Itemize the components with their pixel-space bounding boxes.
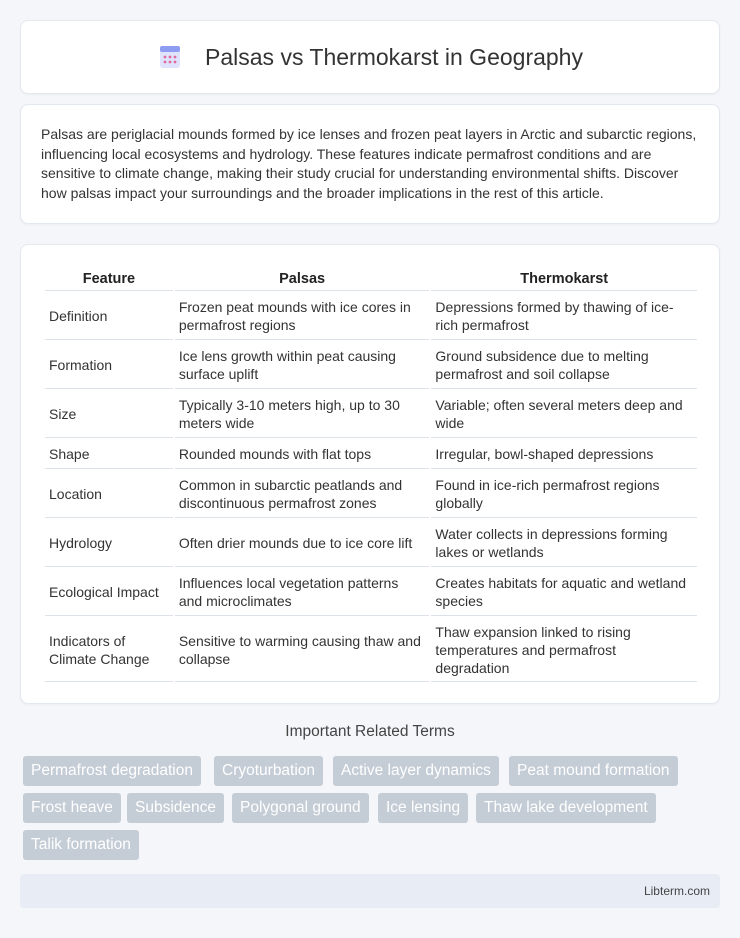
table-cell-palsas: Common in subarctic peatlands and discontinuous permafrost zones <box>175 471 430 518</box>
tag-polygonal-ground[interactable]: Polygonal ground <box>232 793 369 823</box>
table-cell-feature: Formation <box>45 342 173 389</box>
table-cell-feature: Ecological Impact <box>45 569 173 616</box>
table-cell-feature: Location <box>45 471 173 518</box>
table-cell-palsas: Frozen peat mounds with ice cores in permafrost regions <box>175 293 430 340</box>
table-cell-palsas: Typically 3-10 meters high, up to 30 meters wide <box>175 391 430 438</box>
table-cell-feature: Hydrology <box>45 520 173 567</box>
tag-talik-formation[interactable]: Talik formation <box>23 830 139 860</box>
page-title: Palsas vs Thermokarst in Geography <box>205 43 583 70</box>
table-cell-thermokarst: Depressions formed by thawing of ice-rich permafrost <box>431 293 697 340</box>
comparison-table <box>43 265 699 684</box>
related-terms-heading: Important Related Terms <box>285 723 455 740</box>
intro-text: Palsas are periglacial mounds formed by ice lenses and frozen peat layers in Arctic and subarctic regions, influencing local ecosystems and hydrology. These features indicate permafrost conditions and are sensitive to climate change, making their study crucial for understanding environmental shifts. Discover how palsas impact your surroundings and the broader implications in the rest of this article. <box>41 126 697 201</box>
table-row <box>45 440 697 469</box>
table-cell-palsas: Sensitive to warming causing thaw and collapse <box>175 618 430 682</box>
tag-peat-mound-formation[interactable]: Peat mound formation <box>509 756 678 786</box>
table-cell-palsas: Rounded mounds with flat tops <box>175 440 430 469</box>
table-row <box>45 391 697 438</box>
table-row <box>45 520 697 567</box>
table-cell-feature: Shape <box>45 440 173 469</box>
table-cell-feature: Definition <box>45 293 173 340</box>
table-cell-thermokarst: Creates habitats for aquatic and wetland species <box>431 569 697 616</box>
table-cell-palsas: Ice lens growth within peat causing surface uplift <box>175 342 430 389</box>
tag-active-layer-dynamics[interactable]: Active layer dynamics <box>333 756 499 786</box>
table-row <box>45 293 697 340</box>
table-cell-thermokarst: Ground subsidence due to melting permafrost and soil collapse <box>431 342 697 389</box>
header-card <box>20 20 720 94</box>
table-header-row <box>45 267 697 291</box>
footer <box>20 874 720 908</box>
document-icon <box>157 44 183 70</box>
table-row <box>45 471 697 518</box>
tag-ice-lensing[interactable]: Ice lensing <box>378 793 468 823</box>
table-cell-palsas: Influences local vegetation patterns and microclimates <box>175 569 430 616</box>
table-cell-thermokarst: Variable; often several meters deep and wide <box>431 391 697 438</box>
table-cell-thermokarst: Thaw expansion linked to rising temperatures and permafrost degradation <box>431 618 697 682</box>
tag-cryoturbation[interactable]: Cryoturbation <box>214 756 323 786</box>
column-header-feature: Feature <box>45 267 173 291</box>
tag-thaw-lake-development[interactable]: Thaw lake development <box>476 793 656 823</box>
table-cell-feature: Indicators of Climate Change <box>45 618 173 682</box>
table-row <box>45 569 697 616</box>
tag-subsidence[interactable]: Subsidence <box>127 793 224 823</box>
table-row <box>45 618 697 682</box>
table-cell-thermokarst: Found in ice-rich permafrost regions globally <box>431 471 697 518</box>
footer-brand[interactable]: Libterm.com <box>643 884 710 898</box>
table-cell-thermokarst: Water collects in depressions forming lakes or wetlands <box>431 520 697 567</box>
table-cell-thermokarst: Irregular, bowl-shaped depressions <box>431 440 697 469</box>
tag-frost-heave[interactable]: Frost heave <box>23 793 121 823</box>
table-cell-palsas: Often drier mounds due to ice core lift <box>175 520 430 567</box>
column-header-thermokarst: Thermokarst <box>431 267 697 291</box>
table-cell-feature: Size <box>45 391 173 438</box>
comparison-table-card <box>20 244 720 704</box>
column-header-palsas: Palsas <box>175 267 430 291</box>
tag-permafrost-degradation[interactable]: Permafrost degradation <box>23 756 201 786</box>
table-row <box>45 342 697 389</box>
intro-card <box>20 104 720 224</box>
